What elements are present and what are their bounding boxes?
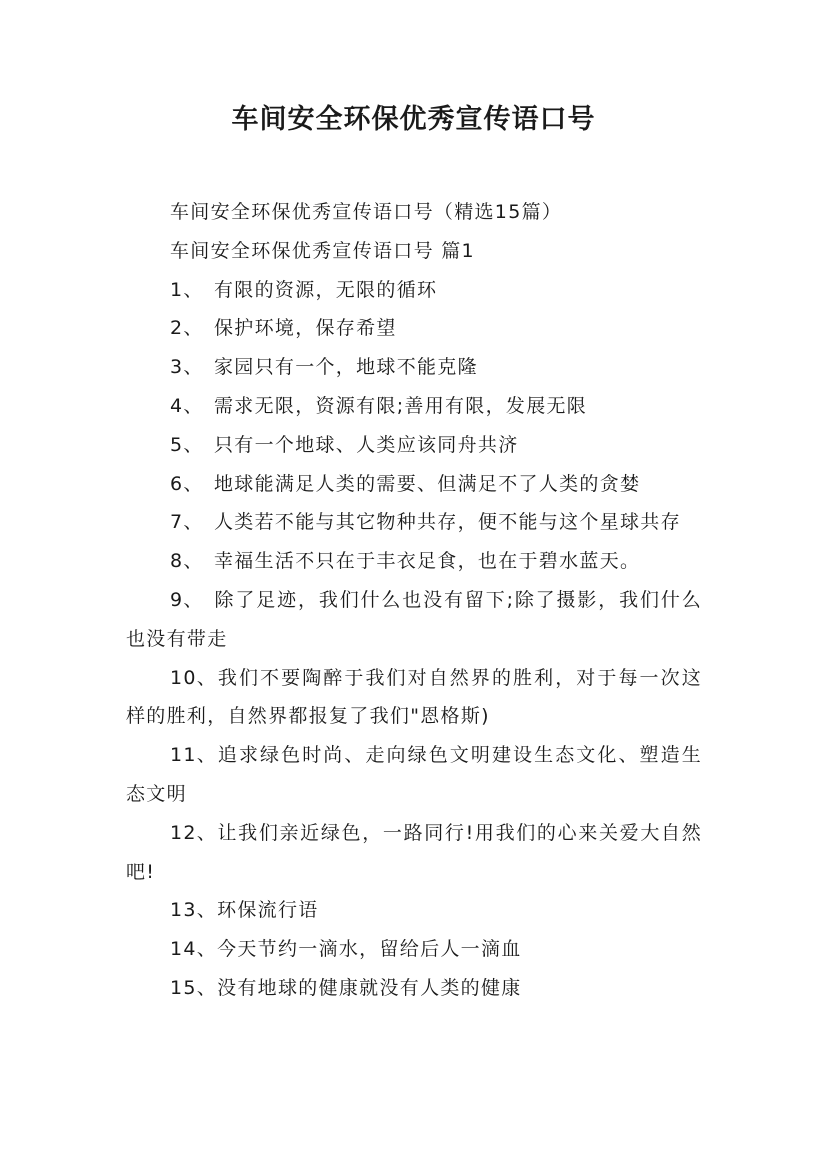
slogan-item bbox=[126, 814, 702, 892]
item-number: 8、 bbox=[170, 550, 204, 573]
item-number: 2、 bbox=[170, 317, 204, 340]
item-text: 只有一个地球、人类应该同舟共济 bbox=[214, 433, 519, 456]
item-text: 保护环境，保存希望 bbox=[214, 317, 397, 340]
item-number: 15、 bbox=[170, 976, 218, 999]
slogan-item bbox=[126, 426, 702, 465]
document-title: 车间安全环保优秀宣传语口号 bbox=[231, 104, 596, 135]
slogan-item bbox=[126, 542, 702, 581]
slogan-item bbox=[126, 969, 702, 1008]
slogan-item bbox=[126, 930, 702, 969]
item-number: 14、 bbox=[170, 938, 218, 961]
slogan-item bbox=[126, 659, 702, 737]
item-number: 5、 bbox=[170, 433, 204, 456]
item-text: 让我们亲近绿色，一路同行!用我们的心来关爱大自然吧! bbox=[126, 821, 702, 883]
section-heading: 车间安全环保优秀宣传语口号 篇1 bbox=[170, 239, 475, 262]
intro-line: 车间安全环保优秀宣传语口号（精选15篇） bbox=[170, 201, 563, 223]
item-text: 有限的资源，无限的循环 bbox=[214, 278, 438, 301]
item-text: 环保流行语 bbox=[217, 899, 319, 922]
item-text: 家园只有一个，地球不能克隆 bbox=[214, 356, 478, 379]
slogan-item bbox=[126, 348, 702, 387]
item-number: 6、 bbox=[170, 472, 204, 495]
item-number: 11、 bbox=[170, 744, 218, 767]
slogan-item bbox=[126, 271, 702, 310]
item-number: 9、 bbox=[170, 588, 204, 611]
item-number: 12、 bbox=[170, 821, 218, 844]
slogan-item bbox=[126, 309, 702, 348]
item-number: 3、 bbox=[170, 356, 204, 379]
slogan-item bbox=[126, 736, 702, 814]
item-text: 没有地球的健康就没有人类的健康 bbox=[217, 976, 522, 999]
item-text: 人类若不能与其它物种共存，便不能与这个星球共存 bbox=[214, 511, 681, 534]
item-text: 追求绿色时尚、走向绿色文明建设生态文化、塑造生态文明 bbox=[126, 744, 702, 805]
slogan-item bbox=[126, 581, 702, 659]
item-text: 除了足迹，我们什么也没有留下;除了摄影，我们什么也没有带走 bbox=[126, 588, 702, 650]
item-number: 10、 bbox=[170, 666, 218, 689]
item-text: 幸福生活不只在于丰衣足食，也在于碧水蓝天。 bbox=[214, 550, 641, 573]
slogan-item bbox=[126, 503, 702, 542]
slogan-item bbox=[126, 891, 702, 930]
item-number: 4、 bbox=[170, 394, 204, 417]
slogan-item bbox=[126, 387, 702, 426]
item-text: 需求无限，资源有限;善用有限，发展无限 bbox=[214, 394, 588, 417]
document-body bbox=[126, 193, 702, 1008]
item-text: 今天节约一滴水，留给后人一滴血 bbox=[217, 938, 522, 961]
item-number: 1、 bbox=[170, 278, 204, 301]
item-text: 我们不要陶醉于我们对自然界的胜利，对于每一次这样的胜利，自然界都报复了我们"恩格斯) bbox=[126, 666, 702, 728]
item-number: 13、 bbox=[170, 899, 218, 922]
item-number: 7、 bbox=[170, 511, 204, 534]
slogan-item bbox=[126, 465, 702, 504]
item-text: 地球能满足人类的需要、但满足不了人类的贪婪 bbox=[214, 472, 641, 495]
